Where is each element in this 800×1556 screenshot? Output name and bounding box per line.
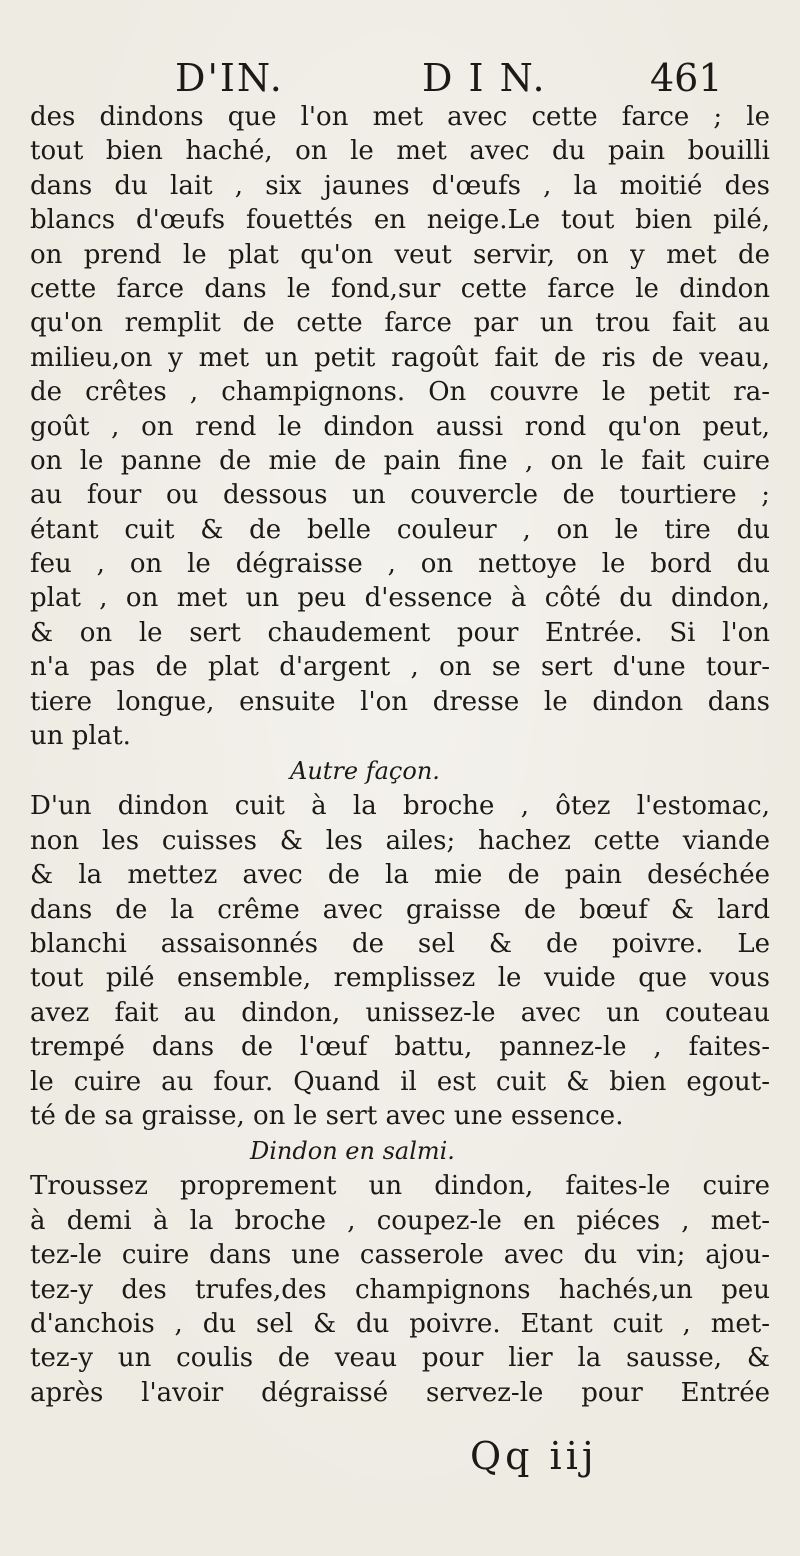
text-line: D'un dindon cuit à la broche , ôtez l'estomac, — [30, 791, 770, 822]
text-line: après l'avoir dégraissé servez-le pour Entrée — [30, 1377, 770, 1408]
header-left: D'IN. — [175, 56, 284, 100]
text-line: dans du lait , six jaunes d'œufs , la moitié des — [30, 170, 770, 201]
text-line: tout bien haché, on le met avec du pain bouilli — [30, 136, 770, 167]
text-line: milieu,on y met un petit ragoût fait de ris de veau, — [30, 342, 770, 373]
text-line: trempé dans de l'œuf battu, pannez-le , faites- — [30, 1032, 770, 1063]
text-line: & on le sert chaudement pour Entrée. Si l'on — [30, 617, 770, 648]
text-line: blanchi assaisonnés de sel & de poivre. Le — [30, 928, 770, 959]
text-line: d'anchois , du sel & du poivre. Etant cuit , met- — [30, 1308, 770, 1339]
text-line: qu'on remplit de cette farce par un trou fait au — [30, 308, 770, 339]
text-line: & la mettez avec de la mie de pain deséchée — [30, 860, 770, 891]
text-line: un plat. — [30, 721, 131, 752]
text-line: étant cuit & de belle couleur , on le tire du — [30, 514, 770, 545]
text-line: Troussez proprement un dindon, faites-le cuire — [30, 1171, 770, 1202]
text-line: non les cuisses & les ailes; hachez cette viande — [30, 825, 770, 856]
text-line: cette farce dans le fond,sur cette farce le dindon — [30, 273, 770, 304]
text-line: tez-y des trufes,des champignons hachés,un peu — [30, 1274, 770, 1305]
text-line: plat , on met un peu d'essence à côté du dindon, — [30, 583, 770, 614]
section-heading: Autre façon. — [290, 757, 440, 786]
text-line: tout pilé ensemble, remplissez le vuide que vous — [30, 963, 770, 994]
text-line: dans de la crême avec graisse de bœuf & lard — [30, 894, 770, 925]
text-line: on le panne de mie de pain fine , on le fait cuire — [30, 445, 770, 476]
text-line: à demi à la broche , coupez-le en piéces , met- — [30, 1205, 770, 1236]
page-body — [30, 100, 770, 1410]
signature-mark: Qq iij — [470, 1434, 598, 1478]
text-line: té de sa graisse, on le sert avec une essence. — [30, 1100, 624, 1131]
text-line: des dindons que l'on met avec cette farce ; le — [30, 102, 770, 132]
text-line: le cuire au four. Quand il est cuit & bien egout- — [30, 1066, 770, 1097]
text-line: n'a pas de plat d'argent , on se sert d'une tour- — [30, 652, 770, 683]
text-line: blancs d'œufs fouettés en neige.Le tout bien pilé, — [30, 205, 770, 236]
text-line: au four ou dessous un couvercle de tourtiere ; — [30, 480, 770, 511]
section-continuation — [30, 100, 770, 753]
text-line: tez-le cuire dans une casserole avec du vin; ajou- — [30, 1240, 770, 1271]
section-dindon-en-salmi — [30, 1133, 770, 1410]
text-line: tiere longue, ensuite l'on dresse le dindon dans — [30, 686, 770, 717]
text-line: avez fait au dindon, unissez-le avec un couteau — [30, 997, 770, 1028]
text-line: feu , on le dégraisse , on nettoye le bord du — [30, 549, 770, 580]
running-header — [0, 52, 800, 104]
text-line: goût , on rend le dindon aussi rond qu'on peut, — [30, 411, 770, 442]
page-number: 461 — [650, 56, 723, 100]
section-autre-facon — [30, 753, 770, 1133]
section-heading: Dindon en salmi. — [250, 1137, 455, 1166]
header-center: D I N. — [422, 56, 547, 100]
text-line: tez-y un coulis de veau pour lier la sausse, & — [30, 1343, 770, 1374]
text-line: on prend le plat qu'on veut servir, on y met de — [30, 239, 770, 270]
text-line: de crêtes , champignons. On couvre le petit ra- — [30, 377, 770, 408]
